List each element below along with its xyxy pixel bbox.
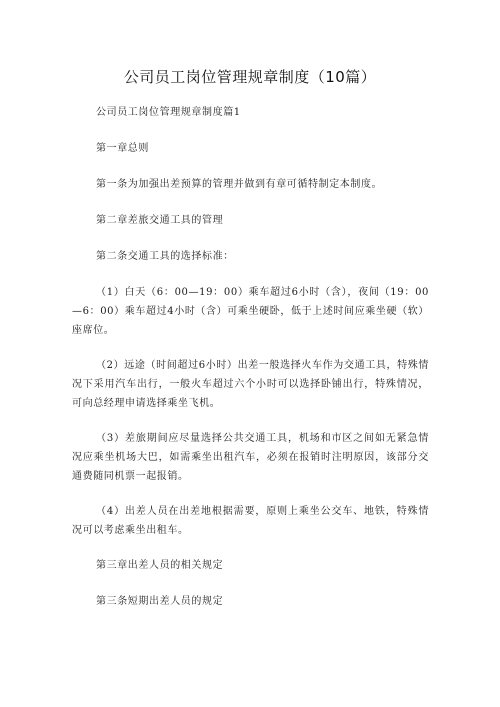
document-title: 公司员工岗位管理规章制度（10篇） (123, 68, 377, 86)
paragraph-article-2: 第二条交通工具的选择标准： (96, 251, 234, 262)
paragraph-chapter-2: 第二章差旅交通工具的管理 (96, 215, 224, 226)
paragraph-chapter-3: 第三章出差人员的相关规定 (96, 560, 224, 571)
paragraph-item-1: （1）白天（6：00—19：00）乘车超过6小时（含），夜间（19：00—6：00）乘车超过4小时（含）可乘坐硬卧，低于上述时间应乘坐硬（软）座席位。 (72, 287, 429, 336)
document-body (72, 103, 429, 628)
paragraph-item-3: （3）差旅期间应尽量选择公共交通工具，机场和市区之间如无紧急情况应乘坐机场大巴，如需乘坐出租汽车，必须在报销时注明原因，该部分交通费随同机票一起报销。 (72, 433, 429, 482)
paragraph-section-title: 公司员工岗位管理规章制度篇1 (96, 107, 241, 118)
paragraph-article-3: 第三条短期出差人员的规定 (96, 596, 224, 607)
paragraph-chapter-1: 第一章总则 (96, 143, 149, 154)
paragraph-item-4: （4）出差人员在出差地根据需要，原则上乘坐公交车、地铁，特殊情况可以考虑乘坐出租车。 (72, 506, 429, 536)
paragraph-article-1: 第一条为加强出差预算的管理并做到有章可循特制定本制度。 (96, 179, 383, 190)
paragraph-item-2: （2）远途（时间超过6小时）出差一般选择火车作为交通工具，特殊情况下采用汽车出行，一般火车超过六个小时可以选择卧铺出行，特殊情况，可向总经理申请选择乘坐飞机。 (72, 360, 429, 409)
